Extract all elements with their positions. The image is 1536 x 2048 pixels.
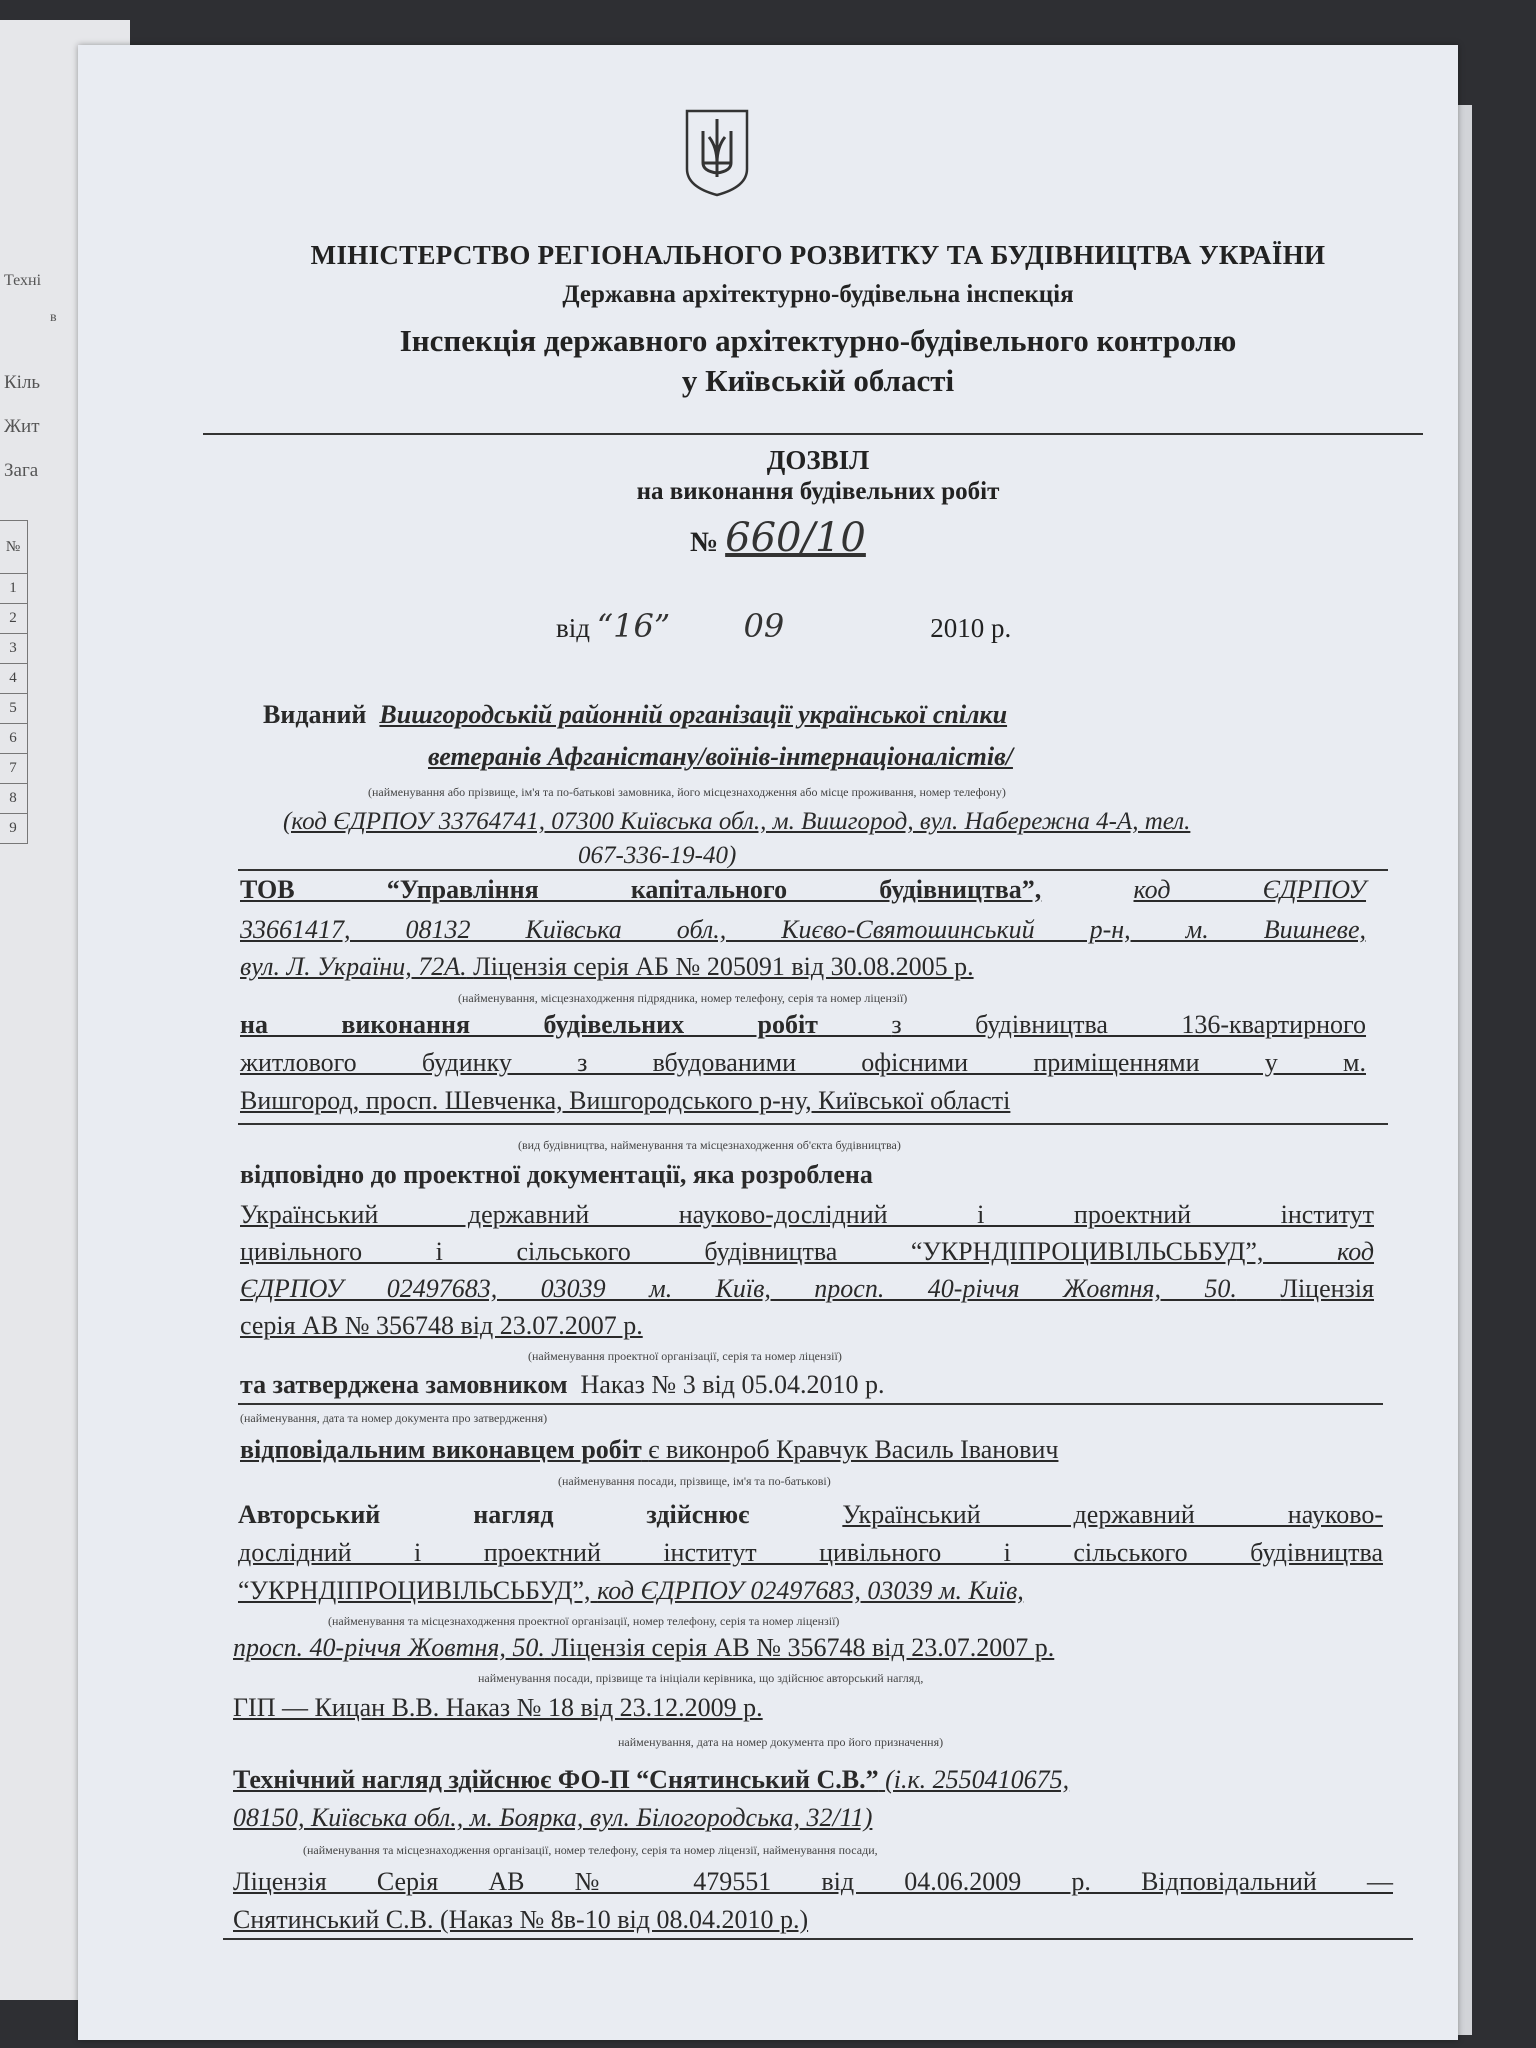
- author-caption-2: найменування посади, прізвище та ініціали керівника, що здійснює авторський нагляд,: [478, 1671, 924, 1685]
- design-license-label: Ліцензія: [1280, 1274, 1374, 1303]
- issued-to-line2: ветеранів Афганістану/воїнів-інтернаціоналістів/: [428, 742, 1013, 771]
- table-row: 4: [0, 664, 28, 694]
- date-year: 2010 р.: [930, 613, 1012, 643]
- date-day: “16”: [596, 607, 671, 645]
- responsible-caption: (найменування посади, прізвище, ім'я та по-батькові): [558, 1474, 831, 1488]
- contractor-line1: [240, 875, 1366, 905]
- permit-date: [556, 607, 1011, 645]
- design-line4: серія АВ № 356748 від 23.07.2007 р.: [240, 1311, 643, 1340]
- permit-document: [78, 45, 1458, 2040]
- agency-title: Державна архітектурно-будівельна інспекція: [562, 281, 1074, 308]
- design-line1: Український державний науково-дослідний і проектний інститут: [240, 1200, 1374, 1229]
- approved-caption: (найменування, дата та номер документа про затвердження): [240, 1411, 548, 1425]
- contractor-line2: 33661417, 08132 Київська обл., Києво-Святошинський р-н, м. Вишневе,: [240, 915, 1366, 944]
- design-label: відповідно до проектної документації, яка розроблена: [240, 1160, 873, 1189]
- works-line3: Вишгород, просп. Шевченка, Вишгородського р-ну, Київської області: [240, 1086, 1011, 1115]
- table-row: 3: [0, 634, 28, 664]
- table-row: 2: [0, 604, 28, 634]
- divider: [238, 1403, 1383, 1405]
- divider: [238, 1123, 1388, 1125]
- document-title: ДОЗВІЛ: [766, 445, 870, 475]
- header-divider: [203, 433, 1423, 435]
- inspection-title: Інспекція державного архітектурно-будівельного контролю: [399, 323, 1237, 358]
- author-caption-3: найменування, дата на номер документа про його призначення): [618, 1735, 944, 1749]
- works-caption: (вид будівництва, найменування та місцезнаходження об'єкта будівництва): [518, 1138, 901, 1152]
- works-line1: [240, 1010, 1366, 1040]
- table-row: 7: [0, 754, 28, 784]
- ministry-title: МІНІСТЕРСТВО РЕГІОНАЛЬНОГО РОЗВИТКУ ТА БУДІВНИЦТВА УКРАЇНИ: [310, 240, 1326, 270]
- author-line4: [233, 1633, 1413, 1663]
- author-street: просп. 40-річчя Жовтня, 50.: [233, 1633, 545, 1662]
- author-license: Ліцензія серія АВ № 356748 від 23.07.2007 р.: [551, 1633, 1055, 1662]
- permit-number-value: 660/10: [725, 515, 866, 561]
- tech-label: Технічний нагляд здійснює ФО-П “Снятинський С.В.”: [233, 1765, 879, 1794]
- divider: [238, 869, 1388, 871]
- tech-line1: [233, 1765, 1413, 1795]
- table-row: 9: [0, 814, 28, 844]
- number-label: №: [690, 527, 719, 558]
- contractor-caption: (найменування, місцезнаходження підрядника, номер телефону, серія та номер ліцензії): [458, 991, 908, 1005]
- issued-to-label: Виданий: [263, 700, 367, 729]
- peek-text: Техні: [4, 272, 42, 289]
- tech-line2: 08150, Київська обл., м. Боярка, вул. Білогородська, 32/11): [233, 1803, 873, 1832]
- inspection-region: у Київській області: [681, 363, 955, 398]
- peek-text: Зага: [4, 460, 39, 481]
- design-line3: [240, 1274, 1374, 1304]
- document-subtitle: на виконання будівельних робіт: [636, 478, 1000, 505]
- trident-emblem-icon: [683, 107, 751, 197]
- author-caption: (найменування та місцезнаходження проектної організації, номер телефону, серія та номер ліцензії): [328, 1614, 840, 1628]
- author-line5: ГІП — Кицан В.В. Наказ № 18 від 23.12.2009 р.: [233, 1693, 763, 1722]
- issued-to-caption: (найменування або прізвище, ім'я та по-батькові замовника, його місцезнаходження або місце проживання, номер телефону): [368, 785, 1006, 799]
- permit-number: [690, 515, 866, 561]
- underlying-table: [0, 520, 28, 844]
- author-org-name: “УКРНДІПРОЦИВІЛЬСЬБУД”,: [238, 1576, 591, 1605]
- works-line2: житлового будинку з вбудованими офісними приміщеннями у м.: [240, 1048, 1366, 1077]
- tech-id: (і.к. 2550410675,: [885, 1765, 1070, 1794]
- issued-to-line1: [263, 700, 1443, 730]
- issued-to-name: Вишгородській районній організації української спілки: [379, 700, 1008, 729]
- bottom-rule: [223, 1938, 1413, 1940]
- author-label: Авторський нагляд здійснює: [238, 1500, 750, 1529]
- design-code-label: код: [1337, 1237, 1375, 1266]
- author-line2: дослідний і проектний інститут цивільного і сільського будівництва: [238, 1538, 1383, 1567]
- peek-text: Жит: [4, 416, 40, 437]
- table-row: 8: [0, 784, 28, 814]
- contractor-line3: [240, 952, 1420, 982]
- design-address: ЄДРПОУ 02497683, 03039 м. Київ, просп. 40-річчя Жовтня, 50.: [240, 1274, 1237, 1303]
- responsible-label: відповідальним виконавцем робіт: [240, 1435, 642, 1464]
- date-label: від: [556, 613, 590, 643]
- table-row: 6: [0, 724, 28, 754]
- peek-text: Кіль: [4, 372, 41, 393]
- approved-line: [240, 1370, 1420, 1400]
- contractor-license: Ліцензія серія АБ № 205091 від 30.08.2005 р.: [473, 952, 974, 981]
- design-caption: (найменування проектної організації, серія та номер ліцензії): [528, 1349, 842, 1363]
- works-description: з будівництва 136-квартирного: [891, 1010, 1367, 1039]
- date-month: 09: [743, 607, 785, 645]
- approved-value: Наказ № 3 від 05.04.2010 р.: [580, 1370, 885, 1399]
- peek-text: в: [50, 310, 57, 325]
- contractor-name: ТОВ “Управління капітального будівництва”,: [240, 875, 1042, 904]
- works-label: на виконання будівельних робіт: [240, 1010, 818, 1039]
- design-line2: [240, 1237, 1374, 1267]
- tech-caption: (найменування та місцезнаходження організації, номер телефону, серія та номер ліцензії, найменування посади,: [303, 1843, 878, 1857]
- author-line1: [238, 1500, 1383, 1530]
- author-address: код ЄДРПОУ 02497683, 03039 м. Київ,: [597, 1576, 1024, 1605]
- design-org: цивільного і сільського будівництва “УКРНДІПРОЦИВІЛЬСЬБУД”,: [240, 1237, 1264, 1266]
- approved-label: та затверджена замовником: [240, 1370, 568, 1399]
- contractor-street: вул. Л. України, 72А.: [240, 952, 467, 981]
- table-header: №: [0, 521, 28, 574]
- tech-line4: Снятинський С.В. (Наказ № 8в-10 від 08.04.2010 р.): [233, 1905, 809, 1934]
- tech-line3: Ліцензія Серія АВ № 479551 від 04.06.2009 р. Відповідальний —: [233, 1867, 1393, 1896]
- author-line3: [238, 1576, 1418, 1606]
- table-row: 1: [0, 574, 28, 604]
- issued-to-line3: (код ЄДРПОУ 33764741, 07300 Київська обл., м. Вишгород, вул. Набережна 4-А, тел.: [283, 808, 1191, 835]
- contractor-code: код ЄДРПОУ: [1133, 875, 1367, 904]
- responsible-value: є виконроб Кравчук Василь Іванович: [648, 1435, 1059, 1464]
- author-org: Український державний науково-: [842, 1500, 1383, 1529]
- table-row: 5: [0, 694, 28, 724]
- responsible-line: [240, 1435, 1420, 1465]
- issued-to-line4: 067-336-19-40): [578, 842, 737, 869]
